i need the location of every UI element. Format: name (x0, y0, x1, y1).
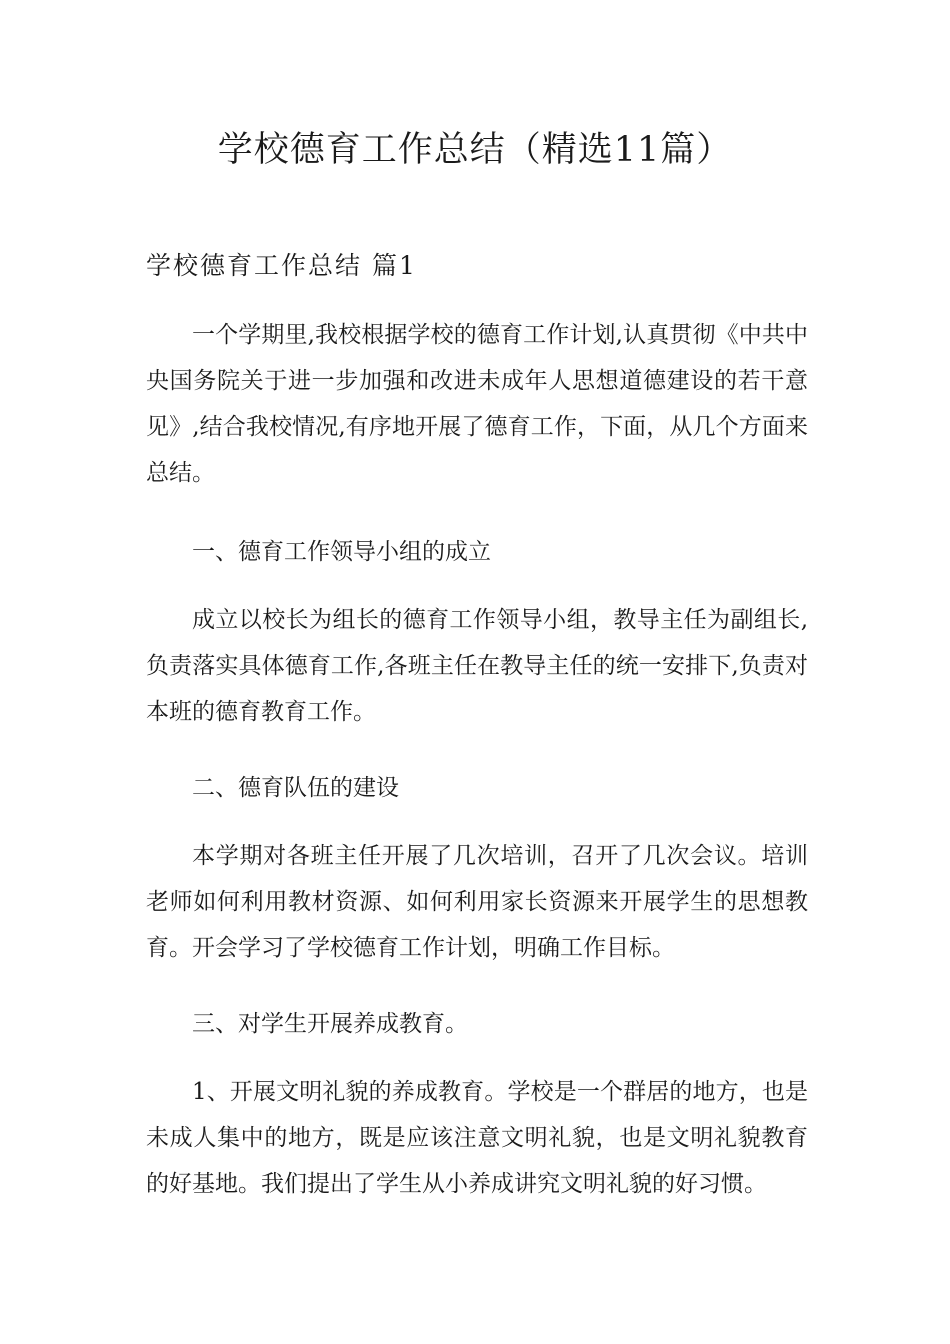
paragraph-courtesy-education: 1、开展文明礼貌的养成教育。学校是一个群居的地方，也是未成人集中的地方，既是应该注意文明礼貌，也是文明礼貌教育的好基地。我们提出了学生从小养成讲究文明礼貌的好习惯。 (146, 1079, 808, 1197)
subheading-habit-education: 三、对学生开展养成教育。 (192, 1011, 468, 1037)
document-title: 学校德育工作总结（精选11篇） (217, 130, 733, 170)
paragraph-team-building: 本学期对各班主任开展了几次培训，召开了几次会议。培训老师如何利用教材资源、如何利用家长资源来开展学生的思想教育。开会学习了学校德育工作计划，明确工作目标。 (146, 843, 808, 961)
subheading-team-building: 二、德育队伍的建设 (192, 775, 399, 801)
section-heading: 学校德育工作总结 篇1 (146, 251, 417, 280)
subheading-leadership-group: 一、德育工作领导小组的成立 (192, 539, 491, 565)
paragraph-intro: 一个学期里,我校根据学校的德育工作计划,认真贯彻《中共中央国务院关于进一步加强和改进未成年人思想道德建设的若干意见》,结合我校情况,有序地开展了德育工作，下面，从几个方面来总结。 (146, 322, 808, 486)
paragraph-leadership-group: 成立以校长为组长的德育工作领导小组，教导主任为副组长,负责落实具体德育工作,各班主任在教导主任的统一安排下,负责对本班的德育教育工作。 (146, 607, 808, 725)
